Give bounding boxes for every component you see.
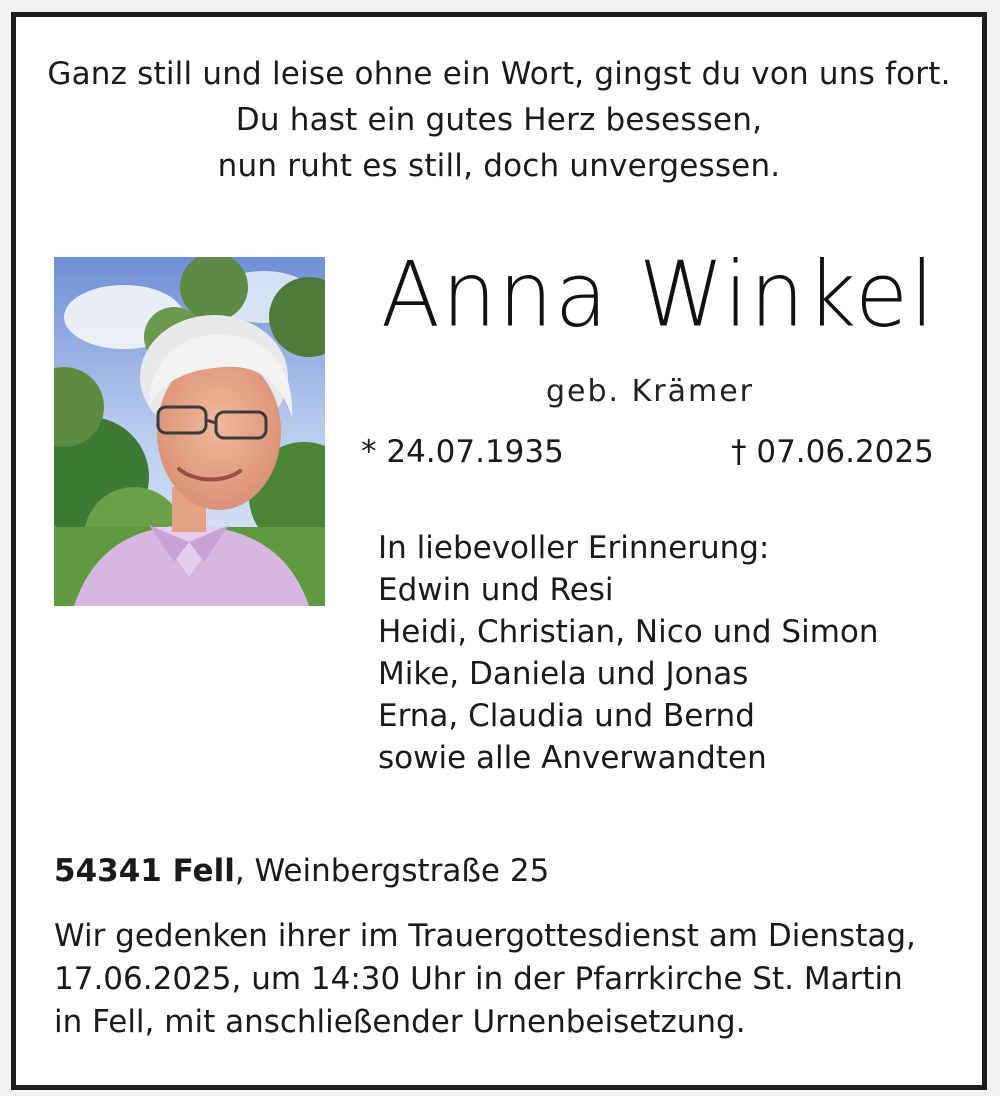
memorial-verse bbox=[16, 51, 982, 189]
portrait-photo bbox=[54, 257, 325, 606]
deceased-name: Anna Winkel bbox=[381, 242, 936, 348]
mourner-line: Mike, Daniela und Jonas bbox=[378, 656, 749, 692]
memory-block bbox=[378, 527, 879, 779]
birth-date: * 24.07.1935 bbox=[361, 434, 564, 470]
mourner-line: Erna, Claudia und Bernd bbox=[378, 698, 755, 734]
mourner-line: Edwin und Resi bbox=[378, 572, 614, 608]
service-line-3: in Fell, mit anschließender Urnenbeisetzung. bbox=[54, 1004, 746, 1040]
mourner-line: sowie alle Anverwandten bbox=[378, 740, 767, 776]
address bbox=[54, 853, 549, 889]
postal-city: 54341 Fell bbox=[54, 853, 235, 889]
portrait-illustration bbox=[54, 257, 325, 606]
verse-line-2: Du hast ein gutes Herz besessen, bbox=[235, 102, 763, 138]
mourner-line: Heidi, Christian, Nico und Simon bbox=[378, 614, 879, 650]
service-line-2: 17.06.2025, um 14:30 Uhr in der Pfarrkirche St. Martin bbox=[54, 961, 903, 997]
service-line-1: Wir gedenken ihrer im Trauergottesdienst am Dienstag, bbox=[54, 918, 916, 954]
street: , Weinbergstraße 25 bbox=[234, 853, 550, 889]
memory-intro: In liebevoller Erinnerung: bbox=[378, 530, 770, 566]
maiden-name: geb. Krämer bbox=[546, 374, 755, 409]
obituary-card bbox=[11, 12, 987, 1090]
service-notice bbox=[54, 915, 916, 1044]
verse-line-3: nun ruht es still, doch unvergessen. bbox=[217, 148, 781, 184]
death-date: † 07.06.2025 bbox=[731, 434, 934, 470]
verse-line-1: Ganz still und leise ohne ein Wort, gingst du von uns fort. bbox=[47, 56, 951, 92]
